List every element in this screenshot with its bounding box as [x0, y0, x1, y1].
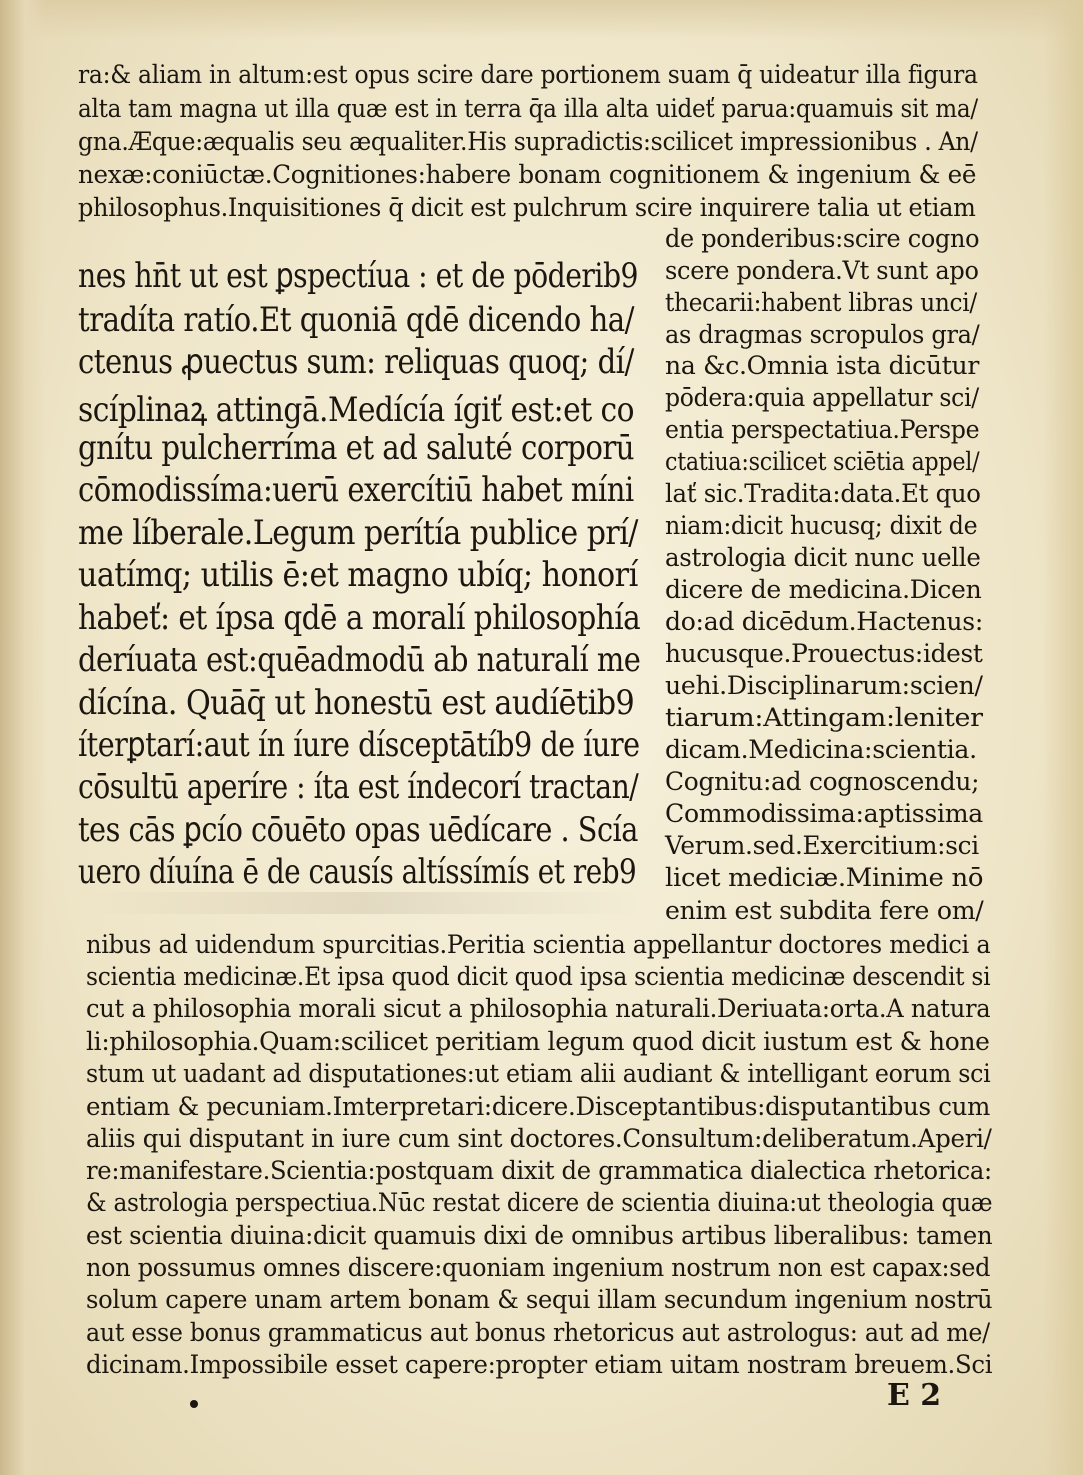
bottom-commentary-line: aliis qui disputant in iure cum sint doctores.Consultum:deliberatum.Aperi/ — [86, 1124, 992, 1153]
main-text-line: habeť: et ípsa qdē a moralí philosophía — [78, 598, 641, 638]
side-commentary-line: uehi.Disciplinarum:scien/ — [665, 671, 983, 700]
top-commentary-line: gna.Æque:æqualis seu æqualiter.His supradictis:scilicet impressionibus . An/ — [78, 127, 978, 156]
side-commentary-line: dicam.Medicina:scientia. — [665, 735, 977, 764]
main-text-line: íterꝑtarí:aut ín íure dísceptātíb9 de íure — [78, 725, 640, 765]
side-commentary-line: scere pondera.Vt sunt apo — [665, 256, 979, 285]
side-commentary-line: thecarii:habent libras unci/ — [665, 288, 977, 317]
top-commentary-line: alta tam magna ut illa quæ est in terra q̄a illa alta uideť parua:quamuis sit ma/ — [78, 94, 978, 123]
main-text-line: uatímq; utilis ē:et magno ubíq; honorí — [78, 555, 638, 595]
page-edge-left — [0, 0, 46, 1475]
side-commentary-line: na &c.Omnia ista dicūtur — [665, 351, 980, 380]
page-edge-top — [0, 0, 1083, 40]
show-through-ink — [84, 892, 644, 914]
side-commentary-line: ctatiua:scilicet sciētia appel/ — [665, 447, 980, 476]
side-commentary-line: Cognitu:ad cognoscendu; — [665, 767, 980, 796]
main-text-line: tradíta ratío.Et quoniā qdē dicendo ha/ — [78, 300, 635, 340]
side-commentary-line: de ponderibus:scire cogno — [665, 224, 980, 253]
side-commentary-line: do:ad dicēdum.Hactenus: — [665, 607, 983, 636]
main-text-line: me líberale.Legum perítía publice prí/ — [78, 513, 638, 553]
main-text-line: nes hn̄t ut est ꝑspectíua : et de pōderib9 — [78, 256, 639, 296]
page-edge-right — [1043, 0, 1083, 1475]
main-text-line: uero díuína ē de causís altíssímís et reb9 — [78, 852, 637, 892]
side-commentary-line: tiarum:Attingam:leniter — [665, 703, 983, 732]
bottom-commentary-line: entiam & pecuniam.Imterpretari:dicere.Disceptantibus:disputantibus cum — [86, 1092, 991, 1121]
side-commentary-line: lať sic.Tradita:data.Et quo — [665, 479, 981, 508]
bottom-commentary-line: cut a philosophia morali sicut a philosophia naturali.Deriuata:orta.A natura — [86, 994, 991, 1023]
side-commentary-line: Verum.sed.Exercitium:sci — [665, 831, 979, 860]
main-text-line: gnítu pulcherríma et ad saluté corporū — [78, 428, 635, 468]
main-text-line: dícína. Quāq̄ ut honestū est audíētib9 — [78, 683, 635, 723]
bottom-commentary-line: dicinam.Impossibile esset capere:propter etiam uitam nostram breuem.Sci — [86, 1350, 993, 1379]
side-commentary-line: as dragmas scropulos gra/ — [665, 320, 980, 349]
side-commentary-line: entia perspectatiua.Perspe — [665, 415, 980, 444]
side-commentary-line: dicere de medicina.Dicen — [665, 575, 982, 604]
main-text-line: tes cās ꝑcío cōuēto opas uēdícare . Scía — [78, 810, 638, 850]
side-commentary-line: Commodissima:aptissima — [665, 799, 983, 828]
top-commentary-line: philosophus.Inquisitiones q̄ dicit est pulchrum scire inquirere talia ut etiam — [78, 193, 976, 222]
side-commentary-line: niam:dicit hucusq; dixit de — [665, 511, 978, 540]
main-text-line: cōmodissíma:uerū exercítiū habet míni — [78, 470, 634, 510]
side-commentary-line: astrologia dicit nunc uelle — [665, 543, 981, 572]
bottom-commentary-line: stum ut uadant ad disputationes:ut etiam alii audiant & intelligant eorum sci — [86, 1059, 991, 1088]
bottom-commentary-line: solum capere unam artem bonam & sequi illam secundum ingenium nostrū — [86, 1285, 993, 1314]
bottom-commentary-line: nibus ad uidendum spurcitias.Peritia scientia appellantur doctores medici a — [86, 930, 991, 959]
bottom-commentary-line: re:manifestare.Scientia:postquam dixit de grammatica dialectica rhetorica: — [86, 1156, 992, 1185]
bottom-commentary-line: aut esse bonus grammaticus aut bonus rhetoricus aut astrologus: aut ad me/ — [86, 1318, 990, 1347]
top-commentary-line: nexæ:coniūctæ.Cognitiones:habere bonam cognitionem & ingenium & eē — [78, 160, 977, 189]
bottom-commentary-line: & astrologia perspectiua.Nūc restat dicere de scientia diuina:ut theologia quæ — [86, 1188, 993, 1217]
side-commentary-line: pōdera:quia appellatur sci/ — [665, 383, 979, 412]
top-commentary-line: ra:& aliam in altum:est opus scire dare portionem suam q̄ uideatur illa figura — [78, 60, 978, 89]
main-text-line: deríuata est:quēadmodū ab naturalí me — [78, 640, 641, 680]
main-text-line: cōsultū aperíre : íta est índecorí tractan/ — [78, 767, 639, 807]
main-text-line: ctenus ꝓuectus sum: reliquas quoq; dí/ — [78, 342, 634, 382]
side-commentary-line: licet mediciæ.Minime nō — [665, 863, 984, 892]
bottom-commentary-line: non possumus omnes discere:quoniam ingenium nostrum non est capax:sed — [86, 1253, 991, 1282]
main-text-line: scíplinaꝝ attingā.Medícía ígiť est:et co — [78, 390, 635, 430]
bottom-commentary-line: scientia medicinæ.Et ipsa quod dicit quod ipsa scientia medicinæ descendit si — [86, 962, 991, 991]
bottom-commentary-line: est scientia diuina:dicit quamuis dixi de omnibus artibus liberalibus: tamen — [86, 1221, 993, 1250]
signature-mark: E 2 — [887, 1378, 942, 1413]
side-commentary-line: hucusque.Prouectus:idest — [665, 639, 983, 668]
side-commentary-line: enim est subdita fere om/ — [665, 896, 984, 925]
ink-dot — [190, 1400, 198, 1408]
bottom-commentary-line: li:philosophia.Quam:scilicet peritiam legum quod dicit iustum est & hone — [86, 1027, 990, 1056]
